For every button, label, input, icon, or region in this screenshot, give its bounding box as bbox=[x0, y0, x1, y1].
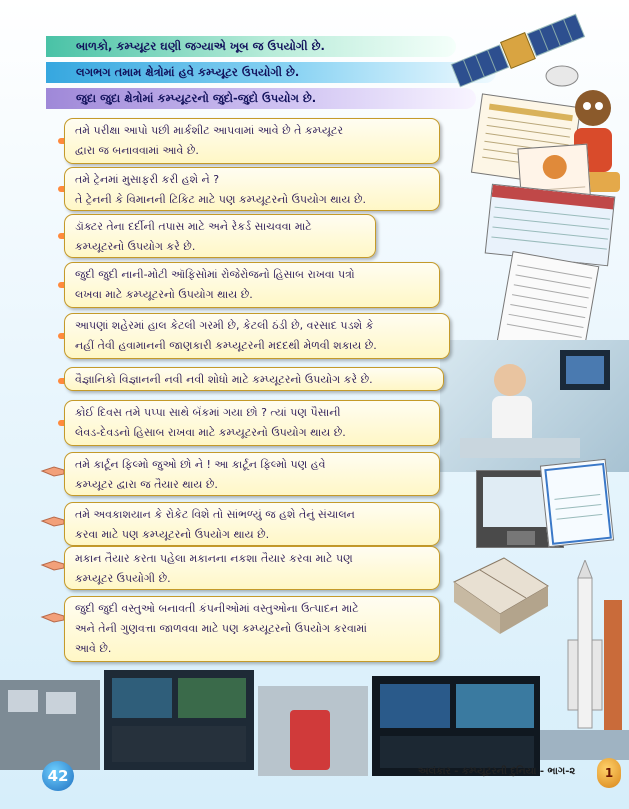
pointing-hand-icon bbox=[40, 512, 66, 530]
doctor-scientist-image bbox=[440, 340, 629, 472]
page-number: 42 bbox=[42, 761, 74, 791]
pointing-hand-icon bbox=[40, 462, 66, 480]
intro-banner-2: લગભગ તમામ ક્ષેત્રોમાં હવે કમ્પ્યૂટર ઉપયોગી છે. bbox=[46, 62, 496, 83]
house-plan-image bbox=[444, 552, 554, 640]
info-box-weather: આપણાં શહેરમાં હાલ કેટલી ગરમી છે, કેટલી ઠંડી છે, વરસાદ પડશે કે નહીં તેવી હવામાનની જાણકારી કમ્પ્યૂટરની મદદથી મેળવી શકાય છે. bbox=[64, 313, 450, 359]
series-badge: 1 bbox=[597, 758, 621, 788]
pointing-hand-icon bbox=[40, 608, 66, 626]
pointing-hand-icon bbox=[40, 556, 66, 574]
info-box-cartoon: તમે કાર્ટૂન ફિલ્મો જુઓ છો ને ! આ કાર્ટૂન ફિલ્મો પણ હવે કમ્પ્યૂટર દ્વારા જ તૈયાર થાય છે. bbox=[64, 452, 440, 496]
train-ticket-image bbox=[485, 184, 616, 267]
info-box-office: જુદી જુદી નાની-મોટી ઑફિસોમાં રોજેરોજનો હિસાબ રાખવા પત્રો લખવા માટે કમ્પ્યૂટરનો ઉપયોગ થાય છે. bbox=[64, 262, 440, 308]
book-title: અલંકાર - કમ્પ્યૂટરની દુનિયા - ભાગ-૨ bbox=[418, 766, 576, 777]
intro-banner-3: જુદા જુદા ક્ષેત્રોમાં કમ્પ્યૂટરનો જુદો-જુદો ઉપયોગ છે. bbox=[46, 88, 476, 109]
info-box-doctor: ડૉક્ટર તેના દર્દીની તપાસ માટે અને રેકર્ડ સાચવવા માટે કમ્પ્યૂટરનો ઉપયોગ કરે છે. bbox=[64, 214, 376, 258]
info-box-bank: કોઈ દિવસ તમે પપ્પા સાથે બૅંકમાં ગયા છો ? ત્યાં પણ પૈસાની લેવડ-દેવડનો હિસાબ રાખવા માટે કમ્પ્યૂટરનો ઉપયોગ થાય છે. bbox=[64, 400, 440, 446]
info-box-science: વૈજ્ઞાનિકો વિજ્ઞાનની નવી નવી શોધો માટે કમ્પ્યૂટરનો ઉપયોગ કરે છે. bbox=[64, 367, 444, 391]
info-box-ticket: તમે ટ્રેનમાં મુસાફરી કરી હશે ને ? તે ટ્રેનની કે વિમાનની ટિકિટ માટે પણ કમ્પ્યૂટરનો ઉપયોગ થાય છે. bbox=[64, 167, 440, 211]
intro-banner-1: બાળકો, કમ્પ્યૂટર ઘણી જગ્યાએ ખૂબ જ ઉપયોગી છે. bbox=[46, 36, 456, 57]
info-box-marksheet: તમે પરીક્ષા આપો પછી માર્કશીટ આપવામાં આવે છે તે કમ્પ્યૂટર દ્વારા જ બનાવવામાં આવે છે. bbox=[64, 118, 440, 164]
satellite-illustration bbox=[450, 6, 600, 98]
rocket-image bbox=[540, 560, 629, 760]
info-box-house-plan: મકાન તૈયાર કરતા પહેલા મકાનના નકશા તૈયાર કરવા માટે પણ કમ્પ્યૂટર ઉપયોગી છે. bbox=[64, 546, 440, 590]
bottom-photo-strip bbox=[0, 670, 540, 780]
info-box-industry: જુદી જુદી વસ્તુઓ બનાવતી કંપનીઓમાં વસ્તુઓના ઉત્પાદન માટે અને તેની ગુણવત્તા જાળવવા માટે પણ કમ્પ્યૂટરનો ઉપયોગ કરવામાં આવે છે. bbox=[64, 596, 440, 662]
certificate-of-merit-image bbox=[540, 459, 614, 547]
info-box-rocket: તમે અવકાશયાન કે રોકેટ વિશે તો સાંભળ્યું જ હશે તેનું સંચાલન કરવા માટે પણ કમ્પ્યૂટરનો ઉપયોગ થાય છે. bbox=[64, 502, 440, 546]
